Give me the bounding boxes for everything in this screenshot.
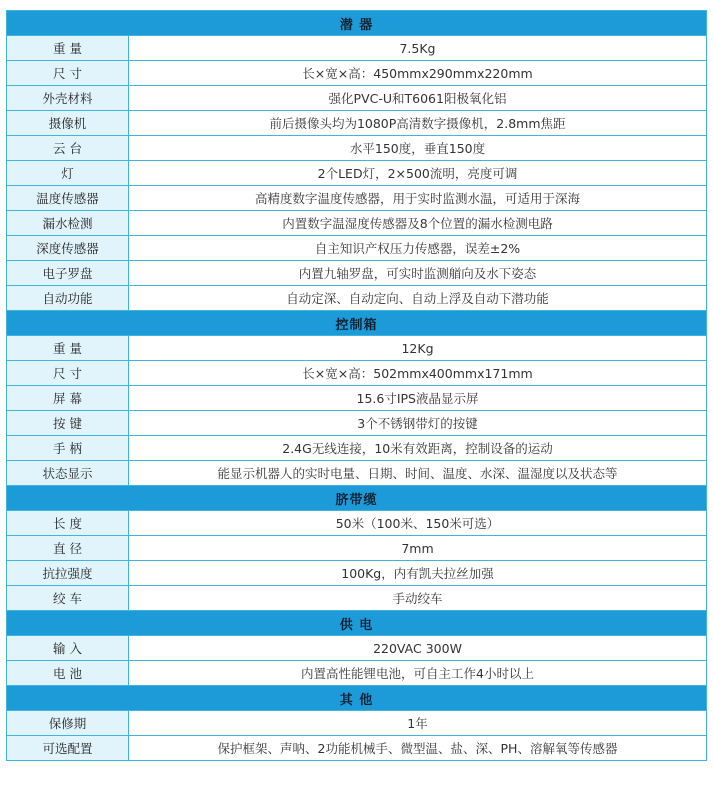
spec-label: 长 度 bbox=[7, 511, 129, 536]
table-row bbox=[7, 161, 707, 186]
spec-value: 保护框架、声呐、2功能机械手、微型温、盐、深、PH、溶解氧等传感器 bbox=[129, 736, 707, 761]
table-row bbox=[7, 636, 707, 661]
spec-value: 高精度数字温度传感器，用于实时监测水温，可适用于深海 bbox=[129, 186, 707, 211]
spec-label: 直 径 bbox=[7, 536, 129, 561]
spec-table bbox=[6, 10, 707, 761]
spec-value: 手动绞车 bbox=[129, 586, 707, 611]
spec-value: 2.4G无线连接，10米有效距离，控制设备的运动 bbox=[129, 436, 707, 461]
spec-value: 3个不锈钢带灯的按键 bbox=[129, 411, 707, 436]
table-row bbox=[7, 461, 707, 486]
spec-label: 绞 车 bbox=[7, 586, 129, 611]
spec-label: 重 量 bbox=[7, 36, 129, 61]
table-row bbox=[7, 736, 707, 761]
table-row bbox=[7, 186, 707, 211]
spec-label: 手 柄 bbox=[7, 436, 129, 461]
table-row bbox=[7, 336, 707, 361]
spec-value: 自主知识产权压力传感器，误差±2% bbox=[129, 236, 707, 261]
table-row bbox=[7, 36, 707, 61]
spec-value: 1年 bbox=[129, 711, 707, 736]
spec-label: 可选配置 bbox=[7, 736, 129, 761]
table-row bbox=[7, 211, 707, 236]
spec-label: 状态显示 bbox=[7, 461, 129, 486]
section-header bbox=[7, 686, 707, 711]
spec-value: 220VAC 300W bbox=[129, 636, 707, 661]
table-row bbox=[7, 61, 707, 86]
spec-label: 自动功能 bbox=[7, 286, 129, 311]
section-title: 供 电 bbox=[7, 611, 707, 636]
table-row bbox=[7, 411, 707, 436]
spec-value: 长×宽×高：502mmx400mmx171mm bbox=[129, 361, 707, 386]
spec-label: 尺 寸 bbox=[7, 61, 129, 86]
table-row bbox=[7, 286, 707, 311]
spec-label: 抗拉强度 bbox=[7, 561, 129, 586]
spec-value: 强化PVC-U和T6061阳极氧化铝 bbox=[129, 86, 707, 111]
table-row bbox=[7, 536, 707, 561]
section-title: 脐带缆 bbox=[7, 486, 707, 511]
section-header bbox=[7, 611, 707, 636]
spec-label: 灯 bbox=[7, 161, 129, 186]
spec-label: 温度传感器 bbox=[7, 186, 129, 211]
section-header bbox=[7, 311, 707, 336]
spec-value: 12Kg bbox=[129, 336, 707, 361]
spec-value: 2个LED灯，2×500流明，亮度可调 bbox=[129, 161, 707, 186]
spec-label: 电 池 bbox=[7, 661, 129, 686]
spec-label: 电子罗盘 bbox=[7, 261, 129, 286]
table-row bbox=[7, 386, 707, 411]
spec-label: 重 量 bbox=[7, 336, 129, 361]
spec-label: 外壳材料 bbox=[7, 86, 129, 111]
spec-value: 自动定深、自动定向、自动上浮及自动下潜功能 bbox=[129, 286, 707, 311]
section-header bbox=[7, 486, 707, 511]
spec-value: 50米（100米、150米可选） bbox=[129, 511, 707, 536]
spec-value: 100Kg，内有凯夫拉丝加强 bbox=[129, 561, 707, 586]
spec-label: 保修期 bbox=[7, 711, 129, 736]
spec-value: 15.6寸IPS液晶显示屏 bbox=[129, 386, 707, 411]
spec-value: 7mm bbox=[129, 536, 707, 561]
table-row bbox=[7, 261, 707, 286]
spec-label: 尺 寸 bbox=[7, 361, 129, 386]
table-row bbox=[7, 111, 707, 136]
spec-label: 输 入 bbox=[7, 636, 129, 661]
spec-label: 屏 幕 bbox=[7, 386, 129, 411]
section-title: 控制箱 bbox=[7, 311, 707, 336]
section-title: 潜 器 bbox=[7, 11, 707, 36]
spec-label: 按 键 bbox=[7, 411, 129, 436]
spec-value: 内置高性能锂电池，可自主工作4小时以上 bbox=[129, 661, 707, 686]
spec-value: 内置数字温湿度传感器及8个位置的漏水检测电路 bbox=[129, 211, 707, 236]
table-row bbox=[7, 436, 707, 461]
spec-value: 长×宽×高：450mmx290mmx220mm bbox=[129, 61, 707, 86]
spec-value: 前后摄像头均为1080P高清数字摄像机，2.8mm焦距 bbox=[129, 111, 707, 136]
table-row bbox=[7, 136, 707, 161]
table-row bbox=[7, 361, 707, 386]
spec-label: 深度传感器 bbox=[7, 236, 129, 261]
spec-table-body bbox=[7, 11, 707, 761]
spec-value: 能显示机器人的实时电量、日期、时间、温度、水深、温湿度以及状态等 bbox=[129, 461, 707, 486]
spec-value: 内置九轴罗盘，可实时监测艏向及水下姿态 bbox=[129, 261, 707, 286]
table-row bbox=[7, 586, 707, 611]
spec-value: 水平150度，垂直150度 bbox=[129, 136, 707, 161]
table-row bbox=[7, 236, 707, 261]
section-header bbox=[7, 11, 707, 36]
spec-label: 漏水检测 bbox=[7, 211, 129, 236]
table-row bbox=[7, 561, 707, 586]
table-row bbox=[7, 86, 707, 111]
table-row bbox=[7, 511, 707, 536]
table-row bbox=[7, 711, 707, 736]
table-row bbox=[7, 661, 707, 686]
spec-value: 7.5Kg bbox=[129, 36, 707, 61]
spec-label: 摄像机 bbox=[7, 111, 129, 136]
spec-label: 云 台 bbox=[7, 136, 129, 161]
section-title: 其 他 bbox=[7, 686, 707, 711]
